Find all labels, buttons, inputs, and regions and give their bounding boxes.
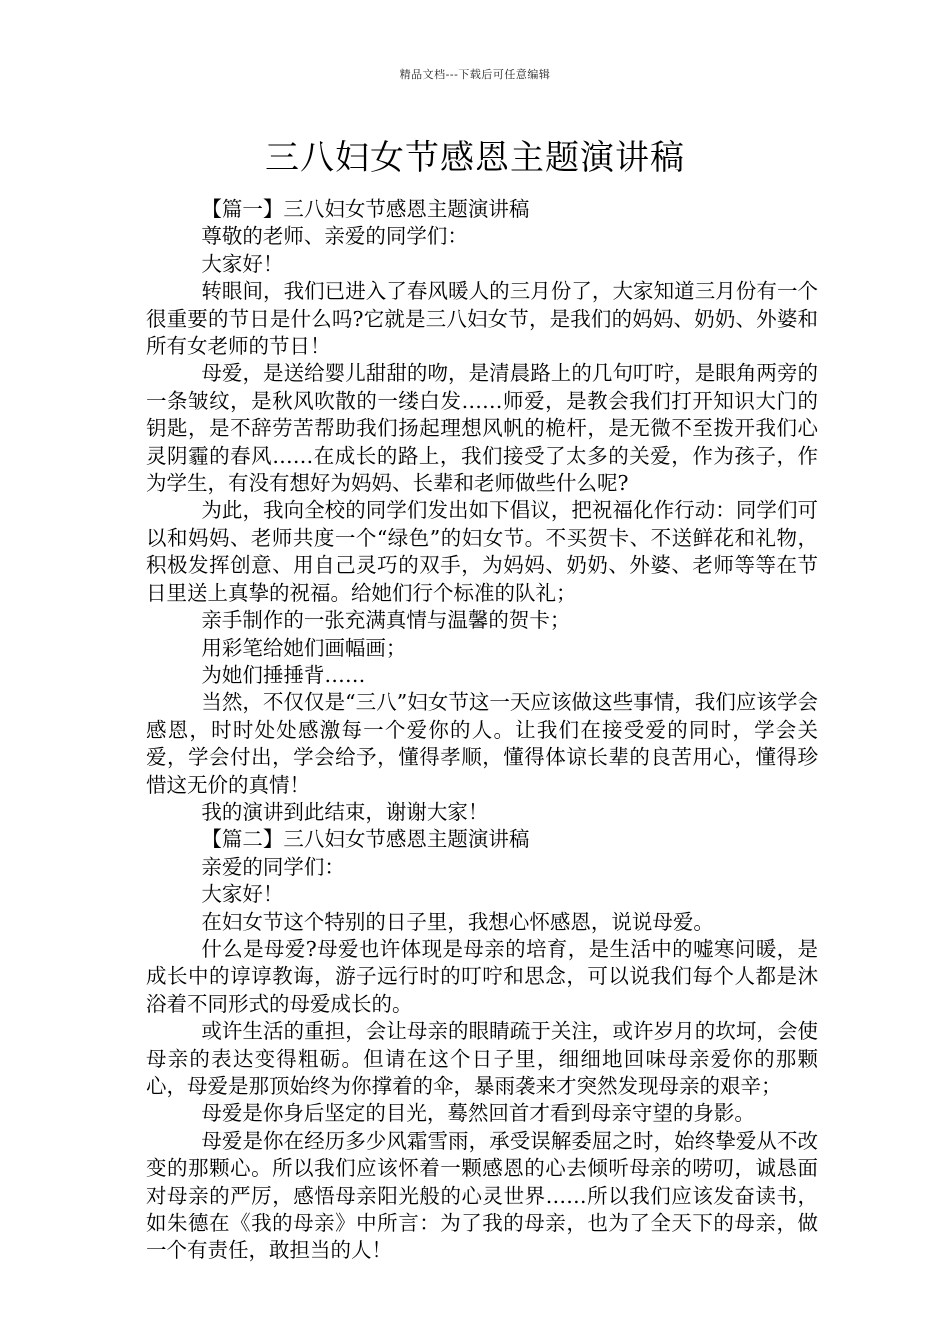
greeting: 大家好！ [201, 882, 284, 907]
list-item: 用彩笔给她们画幅画； [201, 635, 407, 660]
header-note: 精品文档---下载后可任意编辑 [399, 68, 551, 81]
greeting: 大家好！ [201, 251, 284, 276]
closing-line: 我的演讲到此结束，谢谢大家！ [201, 799, 489, 824]
salutation: 尊敬的老师、亲爱的同学们： [201, 224, 468, 249]
salutation: 亲爱的同学们： [201, 854, 345, 879]
paragraph: 母爱是你身后坚定的目光，蓦然回首才看到母亲守望的身影。 [201, 1101, 755, 1126]
document-title: 三八妇女节感恩主题演讲稿 [265, 138, 685, 178]
paragraph: 当然，不仅仅是“三八”妇女节这一天应该做这些事情，我们应该学会感恩，时时处处感激每一个爱你的人。让我们在接受爱的同时，学会关爱，学会付出，学会给予，懂得孝顺，懂得体谅长辈的良苦用心，懂得珍惜这无价的真情！ [146, 690, 818, 797]
paragraph: 在妇女节这个特别的日子里，我想心怀感恩，说说母爱。 [201, 909, 714, 934]
paragraph: 母爱，是送给婴儿甜甜的吻，是清晨路上的几句叮咛，是眼角两旁的一条皱纹，是秋风吹散的一缕白发……师爱，是教会我们打开知识大门的钥匙，是不辞劳苦帮助我们扬起理想风帆的桅杆，是无微不至拨开我们心灵阴霾的春风……在成长的路上，我们接受了太多的关爱，作为孩子，作为学生，有没有想好为妈妈、长辈和老师做些什么呢? [146, 361, 818, 496]
paragraph: 或许生活的重担，会让母亲的眼睛疏于关注，或许岁月的坎坷，会使母亲的表达变得粗砺。但请在这个日子里，细细地回味母亲爱你的那颗心，母爱是那顶始终为你撑着的伞，暴雨袭来才突然发现母亲的艰辛； [146, 1019, 818, 1098]
paragraph: 为此，我向全校的同学们发出如下倡议，把祝福化作行动：同学们可以和妈妈、老师共度一个“绿色”的妇女节。不买贺卡、不送鲜花和礼物，积极发挥创意、用自己灵巧的双手，为妈妈、奶奶、外婆、老师等等在节日里送上真挚的祝福。给她们行个标准的队礼； [146, 498, 818, 605]
list-item: 亲手制作的一张充满真情与温馨的贺卡； [201, 608, 571, 633]
paragraph: 转眼间，我们已进入了春风暖人的三月份了，大家知道三月份有一个很重要的节日是什么吗?它就是三八妇女节，是我们的妈妈、奶奶、外婆和所有女老师的节日！ [146, 279, 818, 359]
document-body [146, 196, 818, 1265]
list-item: 为她们捶捶背…… [201, 662, 366, 687]
paragraph: 母爱是你在经历多少风霜雪雨，承受误解委屈之时，始终挚爱从不改变的那颗心。所以我们应该怀着一颗感恩的心去倾听母亲的唠叨，诚恳面对母亲的严厉，感悟母亲阳光般的心灵世界……所以我们应该发奋读书，如朱德在《我的母亲》中所言：为了我的母亲，也为了全天下的母亲，做一个有责任，敢担当的人！ [146, 1128, 818, 1263]
paragraph: 什么是母爱?母爱也许体现是母亲的培育，是生活中的嘘寒问暖，是成长中的谆谆教诲，游子远行时的叮咛和思念，可以说我们每个人都是沐浴着不同形式的母爱成长的。 [146, 936, 818, 1016]
section-heading-2: 【篇二】三八妇女节感恩主题演讲稿 [201, 827, 530, 852]
section-heading-1: 【篇一】三八妇女节感恩主题演讲稿 [201, 197, 530, 221]
